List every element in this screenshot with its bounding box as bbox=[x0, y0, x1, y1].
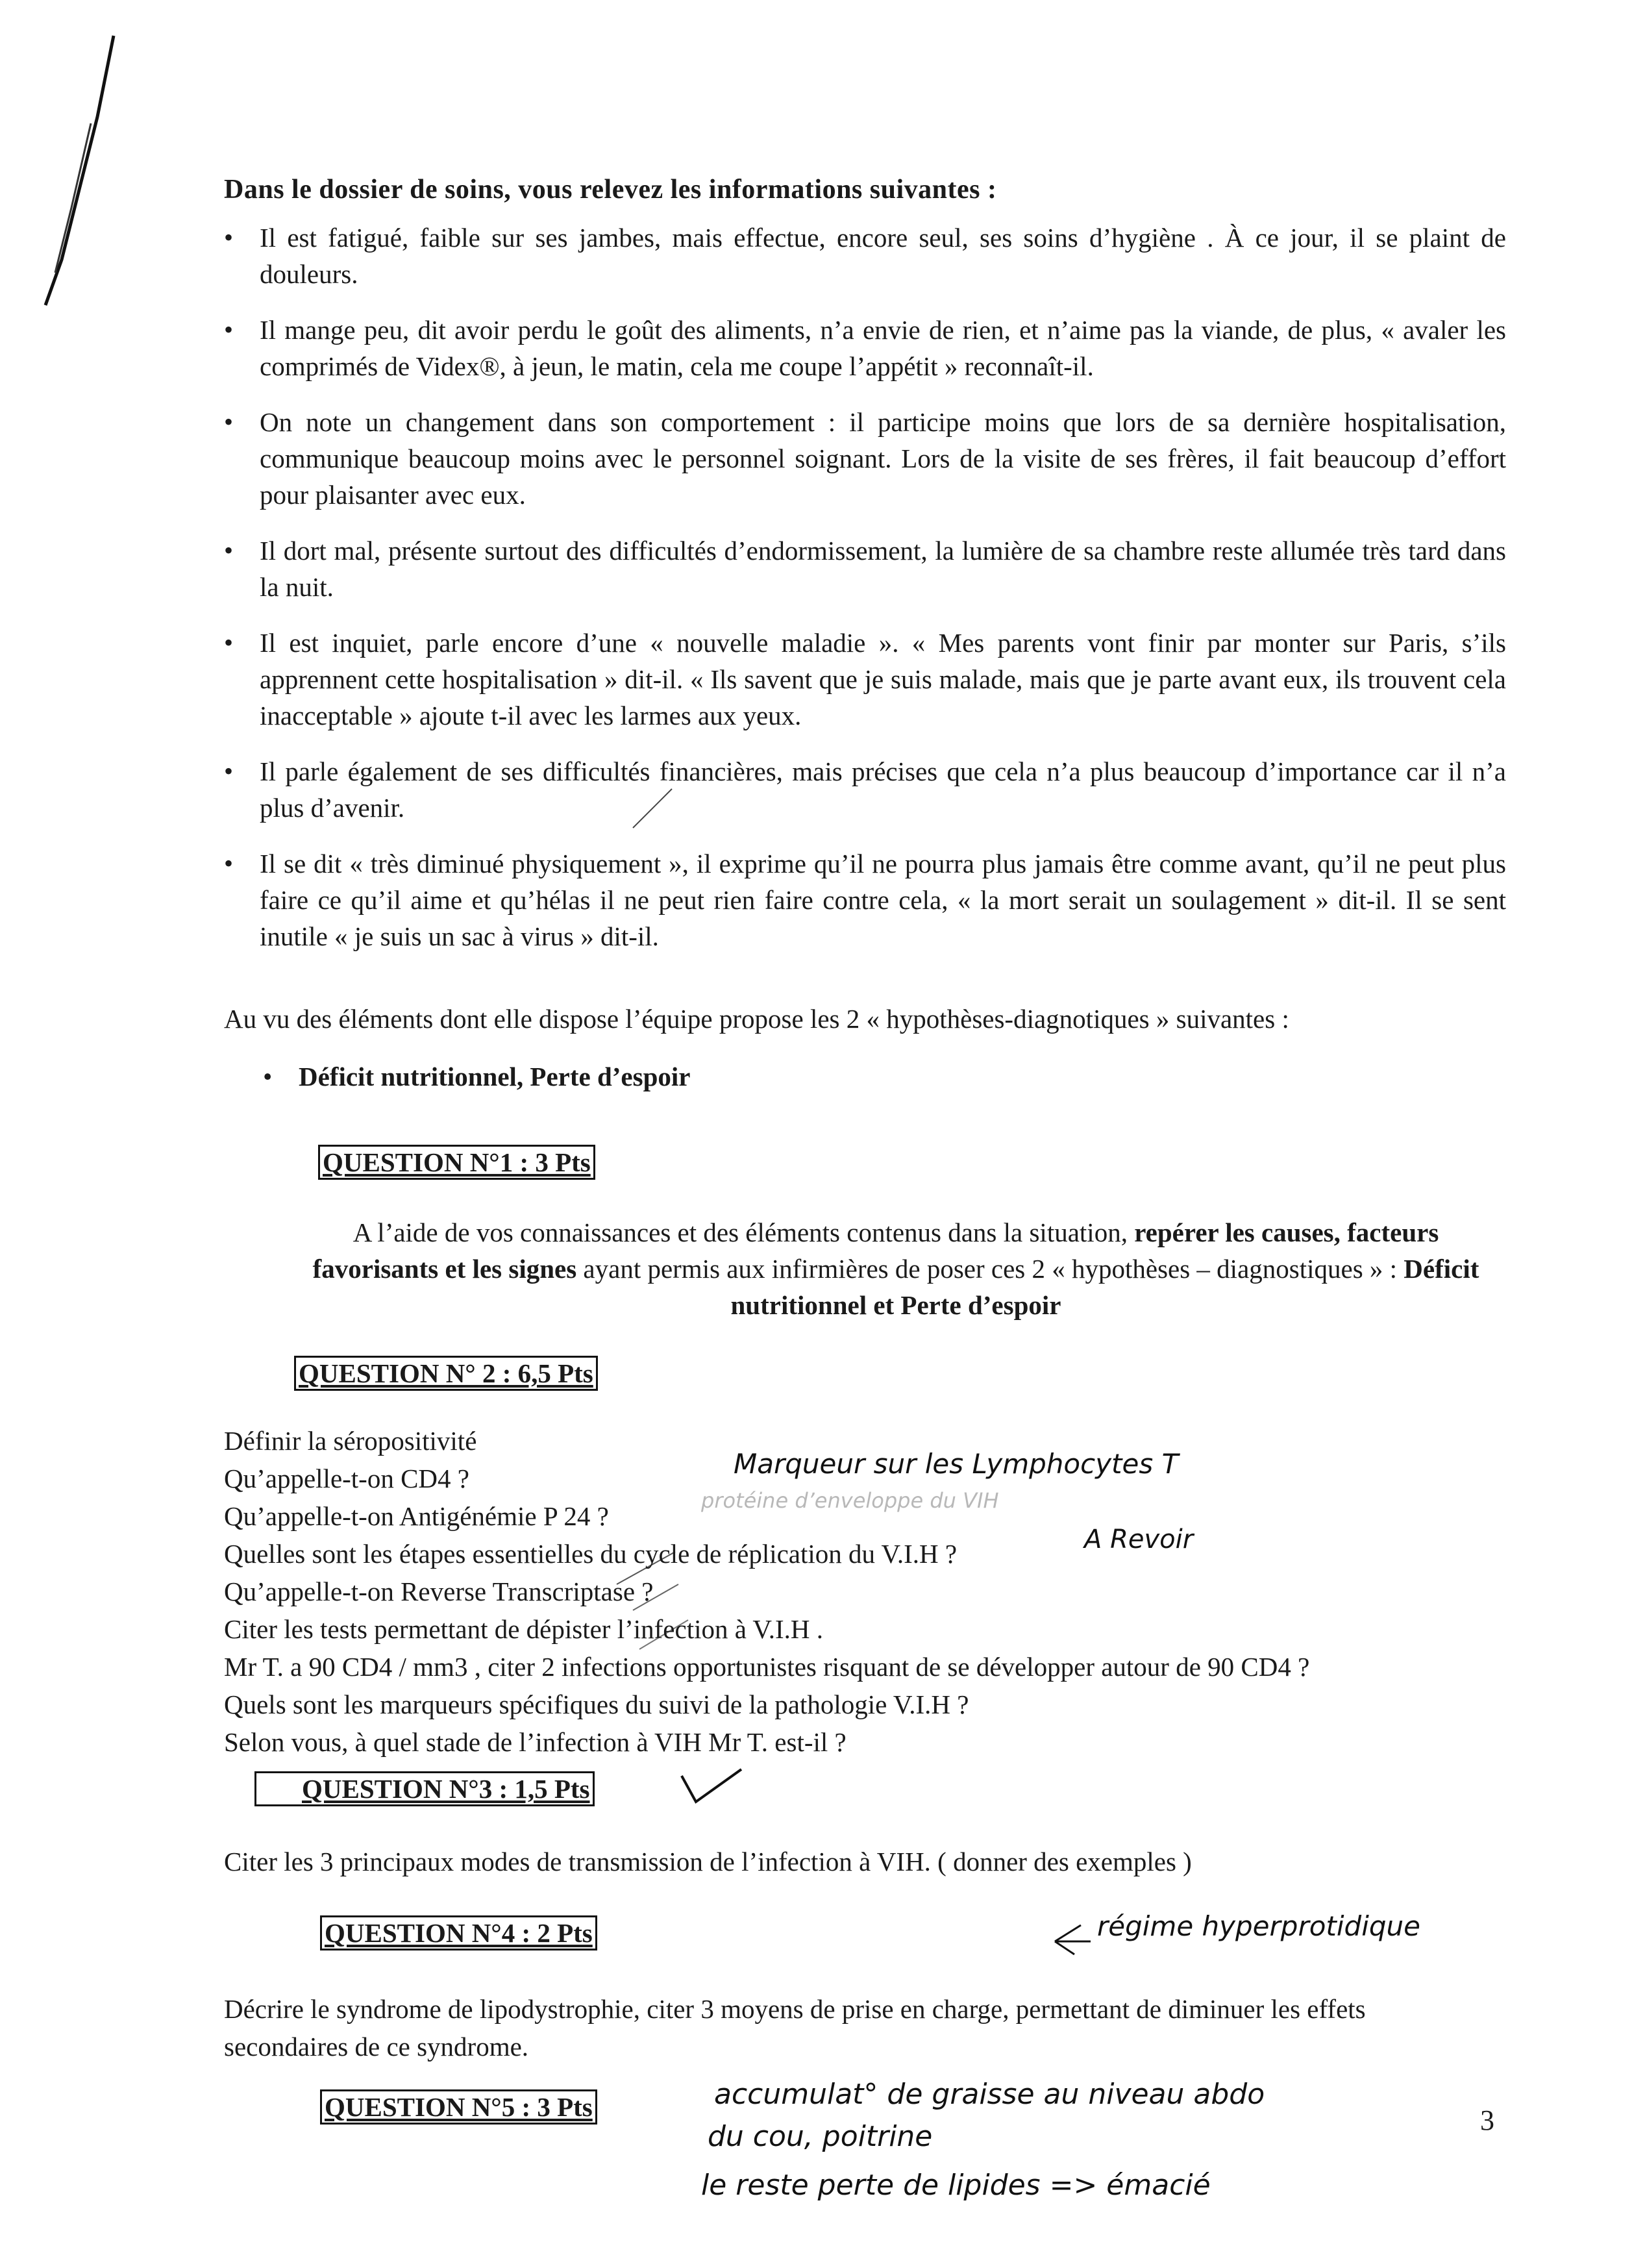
question-item: Citer les tests permettant de dépister l’infection à V.I.H . bbox=[224, 1614, 824, 1644]
check-mark-icon bbox=[682, 1769, 741, 1802]
question-4-text: Décrire le syndrome de lipodystrophie, citer 3 moyens de prise en charge, permettant de diminuer les effets secondaires de ce syndrome. bbox=[224, 1994, 1366, 2062]
question-item: Quelles sont les étapes essentielles du cycle de réplication du V.I.H ? bbox=[224, 1539, 958, 1569]
question-2-label: QUESTION N° 2 : 6,5 Pts bbox=[294, 1356, 598, 1391]
question-item: Mr T. a 90 CD4 / mm3 , citer 2 infections opportunistes risquant de se développer autour de 90 CD4 ? bbox=[224, 1652, 1310, 1682]
intro-text: Dans le dossier de soins, vous relevez les informations suivantes : bbox=[224, 175, 997, 205]
observation-item: • Il mange peu, dit avoir perdu le goût des aliments, n’a envie de rien, et n’aime pas la viande, de plus, « avaler les comprimés de Videx®, à jeun, le matin, cela me coupe l’appétit » reconnaît-il. bbox=[260, 312, 1506, 384]
question-3-text: Citer les 3 principaux modes de transmission de l’infection à VIH. ( donner des exemples ) bbox=[224, 1847, 1192, 1876]
question-5-label: QUESTION N°5 : 3 Pts bbox=[320, 2089, 597, 2125]
observation-item: • Il est fatigué, faible sur ses jambes, mais effectue, encore seul, ses soins d’hygiène . À ce jour, il se plaint de douleurs. bbox=[260, 219, 1506, 292]
question-item: Qu’appelle-t-on Reverse Transcriptase ? bbox=[224, 1576, 654, 1606]
question-item: Quels sont les marqueurs spécifiques du suivi de la pathologie V.I.H ? bbox=[224, 1689, 969, 1719]
question-4-label: QUESTION N°4 : 2 Pts bbox=[320, 1915, 597, 1950]
handwritten-q5-line: du cou, poitrine bbox=[708, 2120, 933, 2153]
team-statement: Au vu des éléments dont elle dispose l’équipe propose les 2 « hypothèses-diagnotiques » suivantes : bbox=[224, 1004, 1289, 1034]
arrow-icon bbox=[1055, 1925, 1091, 1954]
page-number: 3 bbox=[1480, 2104, 1494, 2136]
handwritten-q4-note: régime hyperprotidique bbox=[1097, 1910, 1420, 1942]
question-item: Qu’appelle-t-on CD4 ? bbox=[224, 1464, 469, 1493]
hypotheses: • Déficit nutritionnel, Perte d’espoir bbox=[299, 1061, 690, 1092]
handwritten-q5-line: le reste perte de lipides => émacié bbox=[701, 2169, 1211, 2202]
handwritten-q5-line: accumulat° de graisse au niveau abdo bbox=[714, 2078, 1265, 2111]
question-item: Selon vous, à quel stade de l’infection à VIH Mr T. est-il ? bbox=[224, 1727, 847, 1757]
observation-item: • On note un changement dans son comportement : il participe moins que lors de sa dernière hospitalisation, communique beaucoup moins avec le personnel soignant. Lors de la visite de ses frères, il fait beaucoup d’effort pour plaisanter avec eux. bbox=[260, 404, 1506, 513]
question-1-label: QUESTION N°1 : 3 Pts bbox=[318, 1145, 595, 1180]
handwritten-revoir-note: A Revoir bbox=[1084, 1525, 1194, 1554]
question-item: Qu’appelle-t-on Antigénémie P 24 ? bbox=[224, 1501, 609, 1531]
question-1-text: A l’aide de vos connaissances et des éléments contenus dans la situation, repérer les causes, facteurs favorisants et les signes ayant permis aux infirmières de poser ces 2 « hypothèses – diagnostiques » : Déficit nutritionnel et Perte d’espoir bbox=[312, 1217, 1479, 1320]
observation-item: • Il dort mal, présente surtout des difficultés d’endormissement, la lumière de sa chambre reste allumée très tard dans la nuit. bbox=[260, 532, 1506, 605]
question-item: Définir la séropositivité bbox=[224, 1426, 477, 1456]
question-3-label: QUESTION N°3 : 1,5 Pts bbox=[254, 1771, 595, 1806]
observation-item: • Il se dit « très diminué physiquement », il exprime qu’il ne pourra plus jamais être comme avant, qu’il ne peut plus faire ce qu’il aime et qu’hélas il ne peut rien faire contre cela, « la mort serait un soulagement » dit-il. Il se sent inutile « je suis un sac à virus » dit-il. bbox=[260, 845, 1506, 954]
observation-item: • Il parle également de ses difficultés financières, mais précises que cela n’a plus beaucoup d’importance car il n’a plus d’avenir. bbox=[260, 753, 1506, 826]
observations-list bbox=[260, 219, 1506, 974]
handwritten-p24-note: protéine d’enveloppe du VIH bbox=[701, 1488, 999, 1513]
observation-item: • Il est inquiet, parle encore d’une « nouvelle maladie ». « Mes parents vont finir par monter sur Paris, s’ils apprennent cette hospitalisation » dit-il. « Ils savent que je suis malade, mais que je parte avant eux, ils trouvent cela inacceptable » ajoute t-il avec les larmes aux yeux. bbox=[260, 625, 1506, 734]
handwritten-cd4-note: Marqueur sur les Lymphocytes T bbox=[734, 1448, 1179, 1480]
